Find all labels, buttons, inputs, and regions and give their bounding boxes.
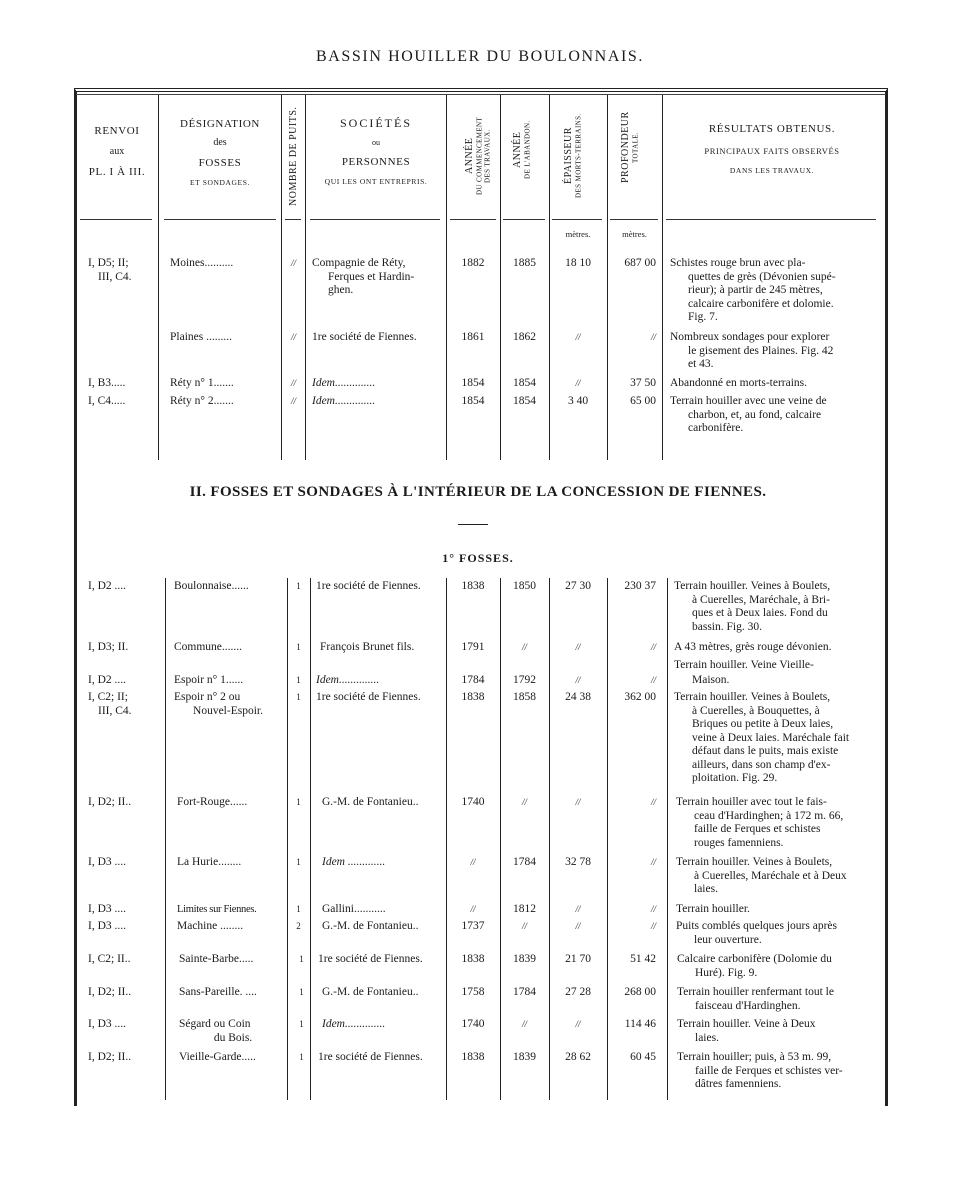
resultat-text: Terrain houiller. Veine Vieille- [674,659,814,671]
societe-text: G.-M. de Fontanieu.. [322,986,419,998]
designation-text: Fort-Rouge...... [177,796,248,808]
designation-text: Limites sur Fiennes. [177,904,257,915]
header-text: FOSSES [198,157,242,170]
profondeur-value: 114 46 [624,1018,656,1030]
annee-debut: 1838 [461,1051,485,1063]
societe-text: Idem.............. [322,1018,386,1030]
header-epaisseur [563,100,591,212]
resultat-text: calcaire carbonifère et dolomie. [688,297,834,310]
header-text: PRINCIPAUX FAITS OBSERVÉS [704,146,840,157]
puits-value: 1 [296,675,301,685]
annee-abandon: 1839 [513,953,536,965]
designation-text: Sans-Pareille. .... [179,986,257,998]
subsection-title: 1° FOSSES. [442,551,514,565]
header-rule [610,219,658,220]
resultat-text: Terrain houiller. Veines à Boulets, [674,691,831,703]
renvoi-text: I, B3..... [88,377,126,389]
societe-text: G.-M. de Fontanieu.. [322,920,419,932]
profondeur-value: // [650,797,656,807]
puits-value: 1 [299,987,304,997]
renvoi-text: I, D3 .... [88,903,127,915]
header-text: ANNÉE [464,137,475,175]
epaisseur-value: 28 62 [565,1051,591,1063]
epaisseur-value: 18 10 [565,257,591,269]
resultat-text: Nombreux sondages pour explorer [670,331,830,343]
puits-value: // [290,258,296,268]
puits-value: 1 [296,642,301,652]
annee-debut: 1784 [461,674,485,686]
epaisseur-value: // [575,904,581,914]
designation-text: Plaines ......... [170,331,232,343]
resultat-text: laies. [695,1031,719,1044]
designation-text: Vieille-Garde..... [179,1051,256,1063]
column-divider [165,578,166,1100]
puits-value: 1 [299,954,304,964]
resultat-text: Fig. 7. [688,311,718,323]
column-divider [667,578,668,1100]
header-text: ANNÉE [512,131,523,169]
puits-value: 1 [296,904,301,914]
designation-text: Réty n° 1....... [170,377,234,389]
puits-value: 1 [296,581,301,591]
designation-text: Commune....... [174,641,243,653]
unit-epaisseur: mètres. [565,229,591,239]
epaisseur-value: 27 30 [565,580,591,592]
profondeur-value: // [650,332,656,342]
header-text: DES TRAVAUX. [483,129,492,183]
annee-debut: 1740 [461,1018,485,1030]
epaisseur-value: // [575,1019,581,1029]
designation-text: Ségard ou Coin [179,1018,251,1030]
renvoi-text: I, C2; II; [88,691,128,703]
epaisseur-value: // [575,675,581,685]
puits-value: 1 [296,797,301,807]
designation-text: Nouvel-Espoir. [193,704,263,717]
societe-text: Compagnie de Réty, [312,257,406,269]
renvoi-text: III, C4. [98,270,132,283]
puits-value: // [290,378,296,388]
annee-abandon: // [521,642,527,652]
renvoi-text: I, D2; II.. [88,1051,132,1063]
societe-text: 1re société de Fiennes. [318,953,423,965]
resultat-text: Terrain houiller. Veines à Boulets, [674,580,831,592]
column-divider [662,95,663,460]
resultat-text: Calcaire carbonifère (Dolomie du [677,953,832,965]
resultat-text: à Cuerelles, Maréchale et à Deux [694,869,847,882]
header-text: DES MORTS-TERRAINS. [574,113,583,199]
profondeur-value: // [650,921,656,931]
header-nombre-puits [285,100,303,212]
annee-debut: 1791 [461,641,485,653]
resultat-text: Terrain houiller renfermant tout le [677,986,834,998]
section-title: II. FOSSES ET SONDAGES À L'INTÉRIEUR DE LA CONCESSION DE FIENNES. [189,484,767,500]
annee-debut: 1838 [461,580,485,592]
header-text: DÉSIGNATION [180,118,260,130]
annee-abandon: 1812 [513,903,536,915]
resultat-text: Terrain houiller. Veine à Deux [677,1018,816,1030]
renvoi-text: I, D2; II.. [88,796,132,808]
resultat-text: Briques ou petite à Deux laies, [692,718,834,730]
profondeur-value: // [650,904,656,914]
header-rule [80,219,152,220]
renvoi-text: I, D5; II; [88,257,129,269]
header-text: NOMBRE DE PUITS. [288,106,299,206]
running-head: BASSIN HOUILLER DU BOULONNAIS. [316,48,644,65]
header-text: ET SONDAGES. [190,178,250,188]
designation-text: Sainte-Barbe..... [179,953,254,965]
header-rule [503,219,545,220]
puits-value: 1 [299,1052,304,1062]
annee-abandon: // [521,1019,527,1029]
epaisseur-value: // [575,332,581,342]
resultat-text: Terrain houiller; puis, à 53 m. 99, [677,1051,832,1063]
epaisseur-value: 24 38 [565,691,591,703]
header-text: PROFONDEUR [620,111,631,184]
renvoi-text: I, D3; II. [88,641,129,653]
annee-abandon: 1854 [513,395,536,407]
resultat-text: rouges famenniens. [694,836,784,849]
annee-abandon: 1862 [513,331,536,343]
resultat-text: bassin. Fig. 30. [692,620,762,633]
resultat-text: laies. [694,883,718,895]
resultat-text: rieur); à partir de 245 mètres, [688,284,823,296]
renvoi-text: I, D2 .... [88,580,127,592]
annee-abandon: 1885 [513,257,536,269]
profondeur-value: 60 45 [630,1051,656,1063]
profondeur-value: 65 00 [630,395,656,407]
designation-text: Réty n° 2....... [170,395,234,407]
header-annee-abandon [512,100,536,200]
resultat-text: ailleurs, dans son champ d'ex- [692,758,831,771]
resultat-text: A 43 mètres, grès rouge dévonien. [674,641,832,653]
section-rule [458,524,488,525]
profondeur-value: 230 37 [624,580,656,592]
annee-debut: 1758 [461,986,485,998]
header-text: des [213,137,227,149]
header-resultats [664,123,880,175]
header-text: RENVOI [94,125,140,137]
societe-text: Ferques et Hardin- [328,270,415,283]
annee-abandon: 1792 [513,674,536,686]
epaisseur-value: 21 70 [565,953,591,965]
profondeur-value: 687 00 [624,257,656,269]
epaisseur-value: // [575,797,581,807]
epaisseur-value: // [575,378,581,388]
header-text: DU COMMENCEMENT [475,116,484,196]
resultat-text: Abandonné en morts-terrains. [670,377,808,389]
designation-text: Machine ........ [177,920,244,932]
profondeur-value: 51 42 [630,953,656,965]
profondeur-value: 268 00 [624,986,656,998]
resultat-text: leur ouverture. [694,933,762,946]
annee-debut: 1737 [461,920,485,932]
designation-text: Espoir n° 1...... [174,674,244,686]
header-renvoi [76,125,158,179]
annee-debut: // [470,904,476,914]
resultat-text: le gisement des Plaines. Fig. 42 [688,344,834,357]
societe-text: Gallini........... [322,903,386,915]
header-text: ou [372,138,380,148]
societe-text: 1re société de Fiennes. [316,691,421,703]
resultat-text: faisceau d'Hardinghen. [695,999,801,1012]
annee-debut: 1861 [461,331,485,343]
resultat-text: faille de Ferques et schistes ver- [695,1064,843,1077]
annee-debut: 1854 [461,377,485,389]
annee-debut: 1740 [461,796,485,808]
profondeur-value: // [650,675,656,685]
header-profondeur [620,100,648,195]
header-rule [552,219,602,220]
header-text: TOTALE. [631,131,640,164]
annee-abandon: 1858 [513,691,536,703]
profondeur-value: 362 00 [624,691,656,703]
designation-text: du Bois. [213,1031,253,1044]
puits-value: // [290,396,296,406]
header-designation [160,118,280,187]
header-annee-commencement [464,100,494,212]
header-rule [310,219,440,220]
annee-debut: 1838 [461,953,485,965]
resultat-text: Terrain houiller. Veines à Boulets, [676,856,833,868]
societe-text: Idem.............. [312,395,376,407]
resultat-text: ceau d'Hardinghen; à 172 m. 66, [694,809,844,822]
header-rule [285,219,301,220]
annee-abandon: 1854 [513,377,536,389]
epaisseur-value: 32 78 [565,856,591,868]
profondeur-value: // [650,857,656,867]
annee-abandon: 1839 [513,1051,536,1063]
epaisseur-value: // [575,642,581,652]
header-rule [666,219,876,220]
renvoi-text: I, C2; II.. [88,953,131,965]
annee-abandon: 1850 [513,580,536,592]
renvoi-text: I, D3 .... [88,920,127,932]
header-text: SOCIÉTÉS [339,116,412,130]
header-text: PERSONNES [341,155,411,168]
renvoi-text: I, D3 .... [88,1018,127,1030]
societe-text: ghen. [328,284,354,296]
societe-text: 1re société de Fiennes. [318,1051,423,1063]
resultat-text: Terrain houiller avec tout le fais- [676,796,827,808]
annee-abandon: // [521,797,527,807]
header-rule [164,219,276,220]
renvoi-text: I, D2 .... [88,674,127,686]
renvoi-text: I, D2; II.. [88,986,132,998]
header-text: DE L'ABANDON. [523,120,532,180]
header-text: PL. I À III. [88,166,146,179]
puits-value: 1 [299,1019,304,1029]
annee-debut: // [470,857,476,867]
resultat-text: Maison. [692,674,730,686]
annee-abandon: // [521,921,527,931]
resultat-text: ploitation. Fig. 29. [692,772,778,784]
societe-text: 1re société de Fiennes. [316,580,421,592]
resultat-text: charbon, et, au fond, calcaire [688,408,822,421]
annee-debut: 1882 [461,257,485,269]
designation-text: Moines.......... [170,257,234,269]
epaisseur-value: // [575,921,581,931]
designation-text: La Hurie........ [177,856,242,868]
puits-value: 1 [296,857,301,867]
profondeur-value: 37 50 [630,377,656,389]
puits-value: // [290,332,296,342]
header-text: DANS LES TRAVAUX. [729,166,815,176]
unit-profondeur: mètres. [622,229,647,239]
renvoi-text: I, C4..... [88,395,126,407]
resultat-text: à Cuerelles, Maréchale, à Bri- [692,593,830,606]
annee-abandon: 1784 [513,856,536,868]
societe-text: 1re société de Fiennes. [312,331,417,343]
societe-text: Idem.............. [312,377,376,389]
designation-text: Espoir n° 2 ou [174,691,241,703]
header-text: aux [109,146,125,158]
resultat-text: dâtres famenniens. [695,1078,782,1090]
resultat-text: faille de Ferques et schistes [694,823,821,835]
resultat-text: défaut dans le puits, mais existe [692,745,839,757]
annee-abandon: 1784 [513,986,536,998]
resultat-text: à Cuerelles, à Bouquettes, à [692,704,820,717]
resultat-text: et 43. [688,358,714,370]
annee-debut: 1838 [461,691,485,703]
resultat-text: quettes de grès (Dévonien supé- [688,270,836,283]
designation-text: Boulonnaise...... [174,580,249,592]
header-societes [306,116,446,186]
column-divider [158,95,159,460]
profondeur-value: // [650,642,656,652]
header-text: QUI LES ONT ENTREPRIS. [324,177,428,187]
header-rule [450,219,496,220]
puits-value: 2 [296,921,301,931]
renvoi-text: III, C4. [98,704,132,717]
header-text: ÉPAISSEUR [563,127,574,185]
resultat-text: Terrain houiller avec une veine de [670,395,827,407]
epaisseur-value: 3 40 [567,395,589,407]
column-divider [287,578,288,1100]
societe-text: G.-M. de Fontanieu.. [322,796,419,808]
resultat-text: carbonifère. [688,422,744,434]
annee-debut: 1854 [461,395,485,407]
renvoi-text: I, D3 .... [88,856,127,868]
resultat-text: veine à Deux laies. Maréchale fait [692,731,850,744]
resultat-text: Puits comblés quelques jours après [676,920,837,932]
resultat-text: Terrain houiller. [676,903,750,915]
resultat-text: Schistes rouge brun avec pla- [670,257,806,269]
resultat-text: ques et à Deux laies. Fond du [692,607,828,619]
epaisseur-value: 27 28 [565,986,591,998]
header-text: RÉSULTATS OBTENUS. [708,123,836,135]
resultat-text: Huré). Fig. 9. [695,966,758,979]
societe-text: Idem ............. [322,856,386,868]
societe-text: Idem.............. [316,674,380,686]
societe-text: François Brunet fils. [320,641,415,653]
puits-value: 1 [296,692,301,702]
